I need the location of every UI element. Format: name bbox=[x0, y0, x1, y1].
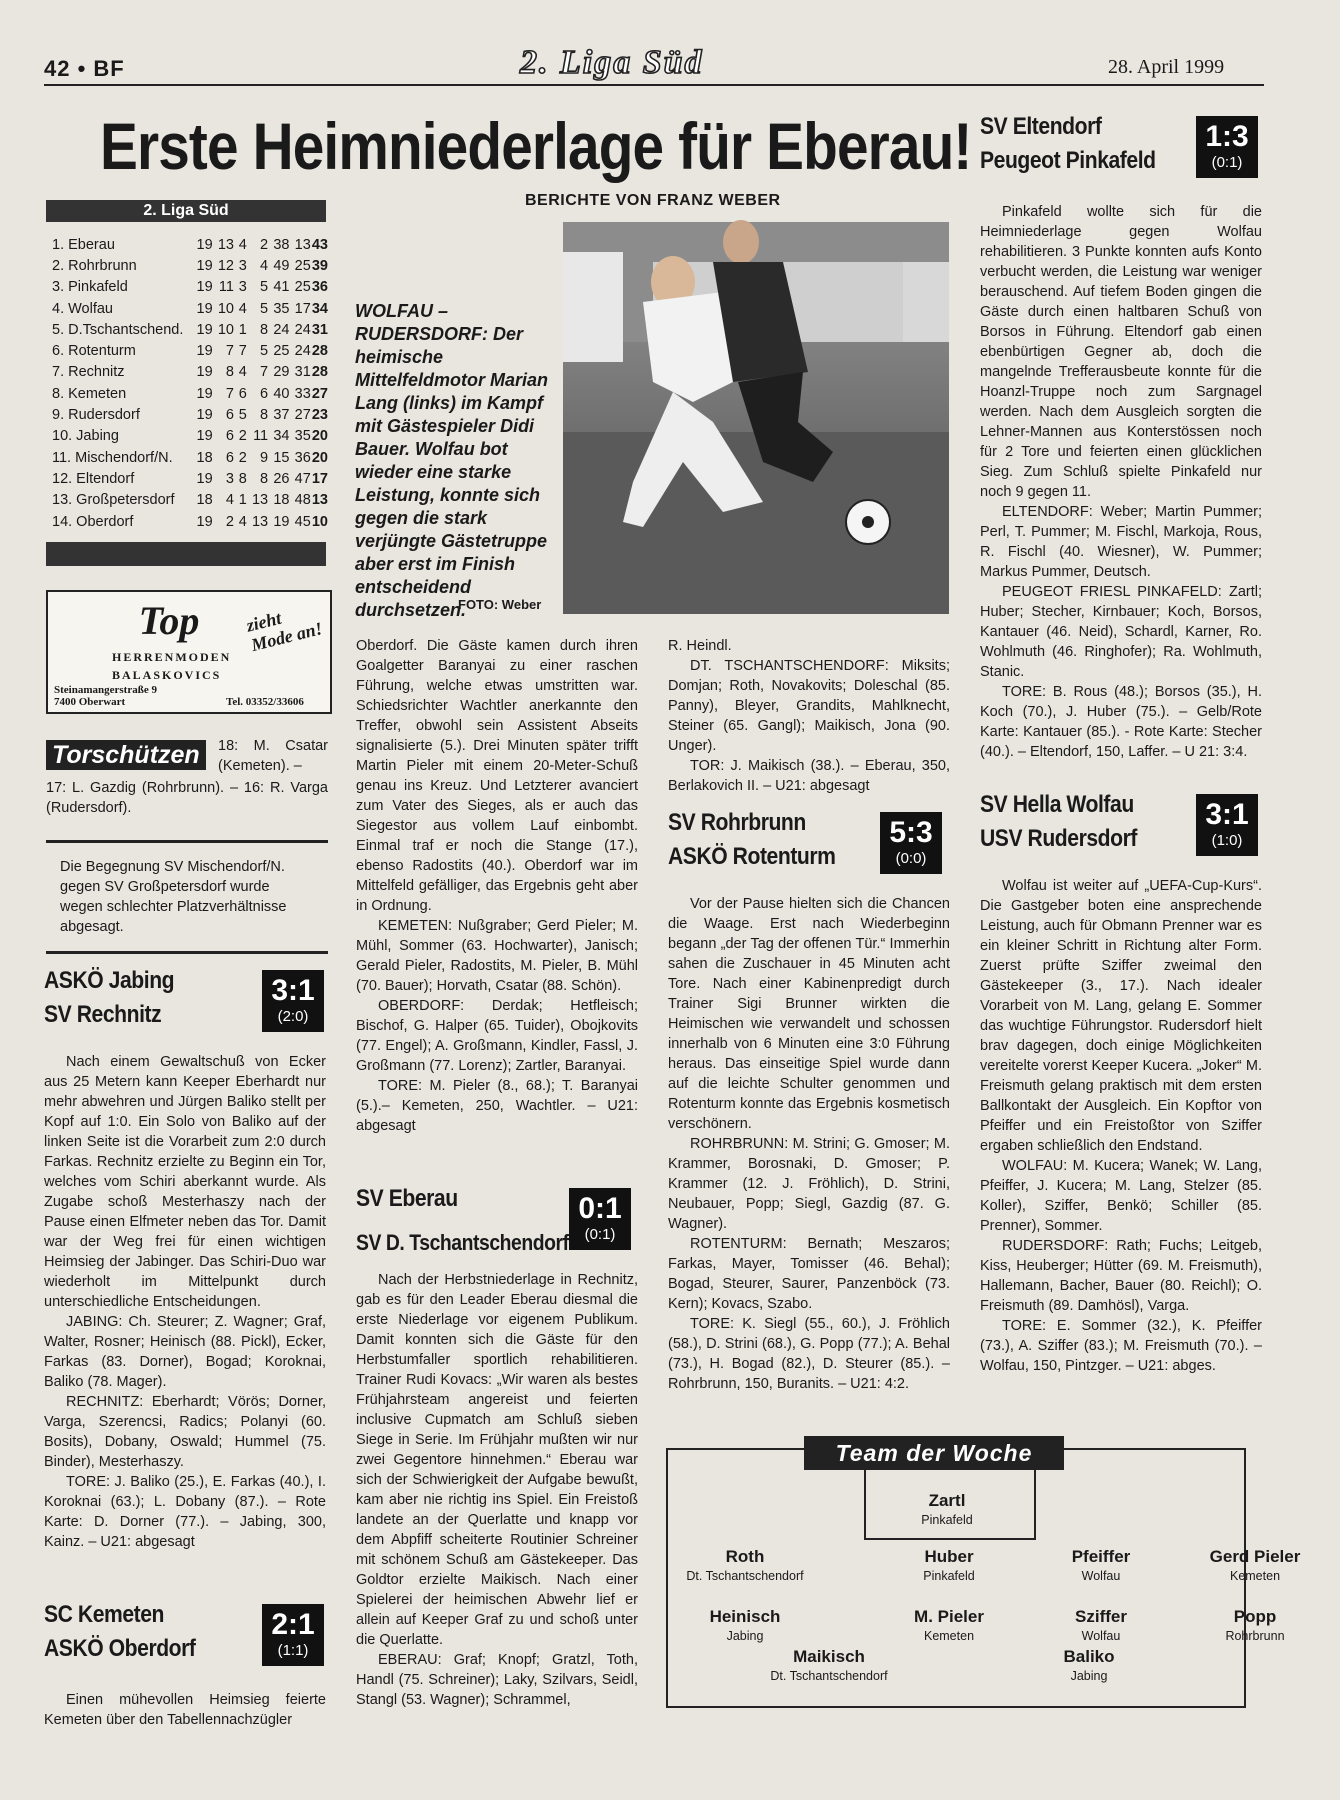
goals: TORE: B. Rous (48.); Borsos (35.), H. Koch (70.), J. Huber (75.). – Gelb/Rote Karte: Kantauer (85.). - Rote Karte: Stecher (40.). – Eltendorf, 150, Laffer. – U 21: 3:4. bbox=[980, 684, 1262, 760]
team-player bbox=[744, 1646, 914, 1684]
standings-row bbox=[52, 511, 328, 532]
match-photo bbox=[563, 222, 949, 614]
stat-cell: 8 bbox=[260, 407, 269, 424]
standings-row bbox=[52, 277, 328, 298]
stat-cell: 8 bbox=[260, 470, 269, 487]
match-eltendorf-home: SV Eltendorf bbox=[980, 113, 1102, 140]
stat-cell: 7 bbox=[238, 343, 247, 360]
match-wolfau-report bbox=[980, 876, 1262, 1376]
match-kemeten-score bbox=[262, 1604, 324, 1666]
standings-row bbox=[52, 447, 328, 468]
match-wolfau-score bbox=[1196, 794, 1258, 856]
stat-cell: 5 bbox=[238, 407, 247, 424]
team-player bbox=[660, 1606, 830, 1644]
match-eltendorf-away: Peugeot Pinkafeld bbox=[980, 147, 1156, 174]
ad-line-1: HERRENMODEN bbox=[112, 650, 232, 664]
lineup: JABING: Ch. Steurer; Z. Wagner; Graf, Walter, Rosner; Heinisch (88. Pickl), Ecker, Farkas (83. Dorner), Bogad; Koroknai, Baliko (78. Mager). bbox=[44, 1314, 326, 1390]
score: 1:3 bbox=[1205, 120, 1249, 153]
team-of-the-week-title: Team der Woche bbox=[804, 1436, 1064, 1470]
stat-cell: 11 bbox=[218, 279, 234, 296]
lineup: RUDERSDORF: Rath; Fuchs; Leitgeb, Kiss, Heuberger; Hütter (69. M. Freismuth), Hallemann, Bacher, Bauer (80. Reichl); O. Freismuth (89. Damhösl), Varga. bbox=[980, 1238, 1262, 1314]
stat-cell: 24 bbox=[273, 321, 290, 338]
stat-cell: 4 bbox=[225, 492, 234, 509]
player-name: Baliko bbox=[1063, 1647, 1115, 1666]
lineup: ROTENTURM: Bernath; Meszaros; Farkas, Mayer, Tomisser (46. Behal); Bogad, Steurer, Saurer, Panzenböck (73. Kern); Kovacs, Szabo. bbox=[668, 1236, 950, 1312]
halftime-score: (0:0) bbox=[895, 850, 927, 867]
halftime-score: (0:1) bbox=[584, 1226, 616, 1243]
lineup: PEUGEOT FRIESL PINKAFELD: Zartl; Huber; Stecher, Kirnbauer; Koch, Borsos, Kantauer (46. Neid), Schardl, Karner, Ro. Wohlmuth (46. Ringhofer); Ra. Wohlmuth, Stanic. bbox=[980, 584, 1262, 680]
lineup: EBERAU: Graf; Knopf; Gratzl, Toth, Handl (75. Schreiner); Laky, Szilvars, Seidl, Stangl (53. Wagner); Schrammel, bbox=[356, 1652, 638, 1708]
stat-cell: 3 bbox=[225, 470, 234, 487]
match-eberau-away: SV D. Tschantschendorf bbox=[356, 1230, 569, 1255]
stat-cell: 24 bbox=[294, 343, 311, 360]
stat-cell: 11 bbox=[253, 428, 269, 445]
points: 28 bbox=[311, 343, 328, 360]
report-body: Wolfau ist weiter auf „UEFA-Cup-Kurs“. Die Gastgeber boten eine ansprechende Leistung, auch für Obmann Prenner war es ein kleiner Schritt in Richtung alter Form. Zuerst prüfte Sziffer zweimal den Gästekeeper (3., 17.). Nach idealer Vorarbeit von M. Lang, gelang E. Sommer das wuchtige Führungstor. Rudersdorf hielt brav dagegen, doch einige Möglichkeiten vereitelte vorerst Keeper Kucera. „Joker“ M. Freismuth gelang praktisch mit dem ersten Ballkontakt der Ausgleich. Ein Kopftor von Pfeiffer und ein Freistoßtor von Sziffer ergaben schließlich den Endstand. bbox=[980, 878, 1262, 1154]
stat-cell: 2 bbox=[260, 236, 269, 253]
points: 23 bbox=[311, 407, 328, 424]
score: 0:1 bbox=[578, 1192, 622, 1225]
player-name: Popp bbox=[1233, 1607, 1277, 1626]
scorers-text-2: 17: L. Gazdig (Rohrbrunn). – 16: R. Varga (Rudersdorf). bbox=[46, 780, 328, 816]
stat-cell: 6 bbox=[225, 449, 234, 466]
match-jabing-away: SV Rechnitz bbox=[44, 1001, 162, 1028]
stat-cell: 19 bbox=[196, 257, 213, 274]
stat-cell: 5 bbox=[260, 300, 269, 317]
stat-cell: 5 bbox=[260, 343, 269, 360]
report-body: Nach einem Gewaltschuß von Ecker aus 25 Metern kann Keeper Eberhardt nur mehr abwehren und Jürgen Baliko stellt per Kopf auf 1:0. Ein Solo von Baliko auf der linken Seite ist die Vorarbeit zum 2:0 durch Farkas. Rechnitz erzielte zu Beginn ein Tor, welches vom Schiri aberkannt wurde. Als Zugabe schoß Mesterhaszy nach der Pause einen Elfmeter neben das Tor. Damit war der Weg frei für einen wichtigen Heimsieg der Jabinger. Das Schiri-Duo war wiederholt im Mittelpunkt durch unterschiedliche Entscheidungen. bbox=[44, 1054, 326, 1310]
score: 3:1 bbox=[1205, 798, 1249, 831]
team-name: 13. Großpetersdorf bbox=[52, 492, 175, 509]
stat-cell: 1 bbox=[238, 321, 247, 338]
stat-cell: 35 bbox=[273, 300, 290, 317]
stat-cell: 2 bbox=[238, 449, 247, 466]
report-body: Pinkafeld wollte sich für die Heimniederlage gegen Wolfau rehabilitieren. 3 Punkte konnten aufs Konto verbucht werden, die Leistung war weniger berauschend. Auf tiefem Boden gingen die Gäste durch einen haltbaren Schuß von Borsos in Führung. Eltendorf gab einen ebenbürtigen Gegner ab, doch die mangelnde Trefferausbeute konnte für die Hoanzl-Truppe noch zum Sargnagel werden. Nach dem Ausgleich sorgten die Lehner-Mannen aus Konterstössen noch für 2 Tore und feierten einen glücklichen Sieg. Zum Schluß spielte Pinkafeld nur noch 9 gegen 11. bbox=[980, 204, 1262, 500]
standings-footer-bar bbox=[46, 542, 326, 566]
team-name: 3. Pinkafeld bbox=[52, 279, 128, 296]
stat-cell: 31 bbox=[294, 364, 311, 381]
standings-row bbox=[52, 362, 328, 383]
stat-cell: 6 bbox=[225, 407, 234, 424]
standings-row bbox=[52, 298, 328, 319]
halftime-score: (2:0) bbox=[277, 1008, 309, 1025]
player-club: Pinkafeld bbox=[921, 1513, 973, 1527]
report-body: Nach der Herbstniederlage in Rechnitz, gab es für den Leader Eberau diesmal die erste Niederlage vor eigenem Publikum. Damit konnten sich die Gäste für den Herbstumfaller sportlich rehabilitieren. Trainer Rudi Kovacs: „Wir waren als bestes Frühjahrsteam angereist und feierten inclusive Cupmatch am Schluß sieben Siege in Serie. Im Frühjahr mußten wir nur zwei Gegentore hinnehmen.“ Eberau war sich der Schwierigkeit der Aufgabe bewußt, kam aber nie richtig ins Spiel. Ein Freistoß landete an der Querlatte und knapp vor dem Abpfiff scheiterte Routinier Schreiner mit schönem Schuß am Gästekeeper. Das Goldtor erzielte Maikisch. Nach einer Spielerei der heimischen Abwehr lief er allein auf Keeper Graf zu und schoß unter die Querlatte. bbox=[356, 1272, 638, 1648]
standings-row bbox=[52, 255, 328, 276]
team-player bbox=[862, 1490, 1032, 1528]
report-body: Oberdorf. Die Gäste kamen durch ihren Goalgetter Baranyai zu einer raschen Führung, welche etwas umstritten war. Schiedsrichter Wachtler anerkannte den Treffer, obwohl sein Assistent Abseits signalisierte (5.). Drei Minuten später trifft Martin Pieler mit einem 20-Meter-Schuß genau ins Kreuz. Und Letzterer avanciert zum Vater des Sieges, als er auch das Siegestor aus vollem Lauf einbombt. Einmal traf er noch die Stange (17.), ebenso Radostits (40.). Oberdorf war im Mittelfeld gefälliger, das Ergebnis geht aber in Ordnung. bbox=[356, 638, 638, 914]
stat-cell: 41 bbox=[273, 279, 290, 296]
team-name: 4. Wolfau bbox=[52, 300, 113, 317]
stat-cell: 8 bbox=[238, 470, 247, 487]
stat-cell: 13 bbox=[217, 236, 234, 253]
goals: TORE: J. Baliko (25.), E. Farkas (40.), I. Koroknai (63.); L. Dobany (87.). – Rote Karte: D. Dorner (77.). – Jabing, 300, Kainz. – U21: abgesagt bbox=[44, 1474, 326, 1550]
ad-address-city: 7400 Oberwart bbox=[54, 696, 126, 708]
lineup: WOLFAU: M. Kucera; Wanek; W. Lang, Pfeiffer, J. Kucera; M. Lang, Stelzer (85. Koller), Sziffer, Benkö; Schiller (85. Prenner), Sommer. bbox=[980, 1158, 1262, 1234]
player-club: Kemeten bbox=[923, 1629, 975, 1643]
team-name: 11. Mischendorf/N. bbox=[52, 449, 173, 466]
match-eberau-report bbox=[356, 1270, 638, 1710]
section-title: 2. Liga Süd bbox=[520, 44, 704, 81]
photo-credit: FOTO: Weber bbox=[458, 597, 542, 612]
stat-cell: 12 bbox=[217, 257, 234, 274]
lineup: OBERDORF: Derdak; Hetfleisch; Bischof, G. Halper (65. Tuider), Obojkovits (77. Engel); A. Großmann, Kindler, Fassl, J. Großmann (77. Lorenz); Zartler, Baranyai. bbox=[356, 998, 638, 1074]
halftime-score: (0:1) bbox=[1211, 154, 1243, 171]
stat-cell: 4 bbox=[238, 513, 247, 530]
stat-cell: 47 bbox=[294, 470, 311, 487]
team-name: 6. Rotenturm bbox=[52, 343, 136, 360]
stat-cell: 36 bbox=[294, 449, 311, 466]
advertisement bbox=[46, 590, 332, 714]
stat-cell: 38 bbox=[273, 236, 290, 253]
team-name: 8. Kemeten bbox=[52, 385, 127, 402]
report-body: Vor der Pause hielten sich die Chancen die Waage. Erst nach Wiederbeginn begann „der Tag der offenen Tür.“ Immerhin sahen die Zuschauer in 45 Minuten acht Tore. Nach einer Kabinenpredigt durch Trainer Sigi Brunner wirkten die Heimischen wie verwandelt und schossen innerhalb von 6 Minuten eine 3:0 Führung heraus. Das einseitige Spiel wurde dann auf die leichte Schulter genommen und Rotenturm konnte das Ergebnis kosmetisch verschönern. bbox=[668, 896, 950, 1132]
match-kemeten-home: SC Kemeten bbox=[44, 1601, 165, 1628]
stat-cell: 9 bbox=[260, 449, 269, 466]
team-player bbox=[1016, 1546, 1186, 1584]
stat-cell: 26 bbox=[273, 470, 290, 487]
match-kemeten-report-start bbox=[44, 1690, 326, 1730]
soccer-photo-illustration bbox=[563, 222, 949, 614]
match-rohrbrunn-away: ASKÖ Rotenturm bbox=[668, 843, 836, 870]
team-player bbox=[660, 1546, 830, 1584]
stat-cell: 18 bbox=[196, 492, 213, 509]
stat-cell: 4 bbox=[238, 236, 247, 253]
stat-cell: 24 bbox=[294, 321, 311, 338]
stat-cell: 6 bbox=[225, 428, 234, 445]
halftime-score: (1:0) bbox=[1211, 832, 1243, 849]
standings-row bbox=[52, 468, 328, 489]
score: 2:1 bbox=[271, 1608, 315, 1641]
lineup: KEMETEN: Nußgraber; Gerd Pieler; M. Mühl, Sommer (63. Hochwarter), Janisch; Gerald Pieler, Radostits, M. Pieler, B. Mühl (70. Bauer); Horvath, Csatar (88. Schön). bbox=[356, 918, 638, 994]
team-player bbox=[1016, 1606, 1186, 1644]
stat-cell: 25 bbox=[294, 257, 311, 274]
match-kemeten-report-cont bbox=[356, 636, 638, 1136]
points: 20 bbox=[311, 428, 328, 445]
stat-cell: 7 bbox=[225, 385, 234, 402]
lineup: DT. TSCHANTSCHENDORF: Miksits; Domjan; Roth, Novakovits; Doleschal (85. Panny), Bleyer, Grandits, Mahlknecht, Steiner (65. Gangl); Maikisch, Jona (90. Unger). bbox=[668, 658, 950, 754]
match-rohrbrunn-score bbox=[880, 812, 942, 874]
points: 10 bbox=[311, 513, 328, 530]
stat-cell: 13 bbox=[251, 492, 269, 509]
stat-cell: 18 bbox=[196, 449, 213, 466]
stat-cell: 19 bbox=[196, 470, 213, 487]
team-name: 1. Eberau bbox=[52, 236, 115, 253]
team-name: 12. Eltendorf bbox=[52, 470, 135, 487]
stat-cell: 2 bbox=[225, 513, 234, 530]
player-name: Roth bbox=[725, 1547, 765, 1566]
goals: TORE: K. Siegl (55., 60.), J. Fröhlich (58.), D. Strini (68.), G. Popp (77.); A. Behal (73.), H. Bogad (82.), D. Steurer (85.). – Rohrbrunn, 150, Buranits. – U21: 4:2. bbox=[668, 1316, 950, 1392]
match-wolfau-home: SV Hella Wolfau bbox=[980, 791, 1134, 818]
stat-cell: 40 bbox=[273, 385, 290, 402]
header-rule bbox=[44, 84, 1264, 86]
player-club: Jabing bbox=[1070, 1669, 1108, 1683]
points: 34 bbox=[311, 300, 328, 317]
team-player bbox=[864, 1606, 1034, 1644]
player-club: Kemeten bbox=[1229, 1569, 1281, 1583]
points: 13 bbox=[311, 492, 328, 509]
stat-cell: 25 bbox=[273, 343, 290, 360]
stat-cell: 34 bbox=[273, 428, 290, 445]
standings-row bbox=[52, 319, 328, 340]
stat-cell: 35 bbox=[294, 428, 311, 445]
match-eberau-report-cont bbox=[668, 636, 950, 796]
stat-cell: 3 bbox=[238, 257, 247, 274]
match-eberau-home: SV Eberau bbox=[356, 1185, 458, 1212]
stat-cell: 7 bbox=[225, 343, 234, 360]
match-eltendorf-report bbox=[980, 202, 1262, 762]
match-jabing-score bbox=[262, 970, 324, 1032]
team-name: 2. Rohrbrunn bbox=[52, 257, 137, 274]
stat-cell: 8 bbox=[225, 364, 234, 381]
goals: TORE: E. Sommer (32.), K. Pfeiffer (73.), A. Sziffer (83.); M. Freismuth (70.). – Wolfau, 150, Pintzger. – U21: abges. bbox=[980, 1318, 1262, 1374]
standings-row bbox=[52, 426, 328, 447]
ad-line-2: BALASKOVICS bbox=[112, 668, 222, 682]
player-name: Huber bbox=[924, 1547, 974, 1566]
match-rohrbrunn-home: SV Rohrbrunn bbox=[668, 809, 806, 836]
match-jabing-home: ASKÖ Jabing bbox=[44, 967, 175, 994]
team-player bbox=[1004, 1646, 1174, 1684]
halftime-score: (1:1) bbox=[277, 1642, 309, 1659]
ad-logo: Top bbox=[138, 598, 200, 643]
player-club: Jabing bbox=[726, 1629, 764, 1643]
stat-cell: 25 bbox=[294, 279, 311, 296]
match-jabing-report bbox=[44, 1052, 326, 1552]
player-name: Gerd Pieler bbox=[1209, 1547, 1301, 1566]
stat-cell: 2 bbox=[238, 428, 247, 445]
stat-cell: 49 bbox=[273, 257, 290, 274]
report-body: Einen mühevollen Heimsieg feierte Kemeten über den Tabellennachzügler bbox=[44, 1692, 326, 1728]
stat-cell: 19 bbox=[196, 513, 213, 530]
score: 3:1 bbox=[271, 974, 315, 1007]
stat-cell: 17 bbox=[294, 300, 311, 317]
stat-cell: 29 bbox=[273, 364, 290, 381]
points: 28 bbox=[311, 364, 328, 381]
stat-cell: 37 bbox=[273, 407, 290, 424]
lineup: ROHRBRUNN: M. Strini; G. Gmoser; M. Krammer, Borosnaki, D. Gmoser; P. Krammer (12. J. Fröhlich), D. Strini, Neubauer, Popp; Siegl, Gazdig (87. G. Wagner). bbox=[668, 1136, 950, 1232]
player-name: M. Pieler bbox=[914, 1607, 984, 1626]
stat-cell: 19 bbox=[273, 513, 290, 530]
stat-cell: 3 bbox=[238, 279, 247, 296]
issue-date: 28. April 1999 bbox=[1108, 56, 1225, 78]
ad-address-street: Steinamangerstraße 9 bbox=[54, 684, 157, 696]
team-player bbox=[1170, 1606, 1340, 1644]
stat-cell: 19 bbox=[196, 428, 213, 445]
stat-cell: 19 bbox=[196, 364, 213, 381]
lineup: ELTENDORF: Weber; Martin Pummer; Perl, T. Pummer; M. Fischl, Markoja, Rous, R. Fischl (40. Wiesner), W. Pummer; Markus Pummer, Deutsch. bbox=[980, 504, 1262, 580]
scorers-label: Torschützen bbox=[46, 740, 206, 770]
stat-cell: 6 bbox=[260, 385, 269, 402]
player-club: Wolfau bbox=[1081, 1569, 1121, 1583]
team-name: 10. Jabing bbox=[52, 428, 119, 445]
player-name: Pfeiffer bbox=[1071, 1547, 1131, 1566]
stat-cell: 45 bbox=[294, 513, 311, 530]
team-name: 5. D.Tschantschend. bbox=[52, 321, 184, 338]
stat-cell: 19 bbox=[196, 343, 213, 360]
lineup: RECHNITZ: Eberhardt; Vörös; Dorner, Varga, Szerencsi, Radics; Polanyi (60. Bosits), Dobany, Oswald; Hummel (75. Binder), Mesterhaszy. bbox=[44, 1394, 326, 1470]
score: 5:3 bbox=[889, 816, 933, 849]
lineup: R. Heindl. bbox=[668, 638, 732, 654]
player-club: Dt. Tschantschendorf bbox=[686, 1569, 804, 1583]
standings-table bbox=[52, 234, 328, 532]
stat-cell: 19 bbox=[196, 385, 213, 402]
stat-cell: 10 bbox=[217, 321, 234, 338]
stat-cell: 4 bbox=[238, 364, 247, 381]
team-player bbox=[1170, 1546, 1340, 1584]
player-club: Pinkafeld bbox=[923, 1569, 975, 1583]
stat-cell: 15 bbox=[273, 449, 290, 466]
standings-row bbox=[52, 404, 328, 425]
stat-cell: 19 bbox=[196, 300, 213, 317]
points: 43 bbox=[311, 236, 328, 253]
stat-cell: 4 bbox=[260, 257, 269, 274]
stat-cell: 33 bbox=[294, 385, 311, 402]
goals: TOR: J. Maikisch (38.). – Eberau, 350, Berlakovich II. – U21: abgesagt bbox=[668, 758, 950, 794]
player-club: Dt. Tschantschendorf bbox=[770, 1669, 888, 1683]
page-number: 42 • BF bbox=[44, 56, 125, 81]
headline: Erste Heimniederlage für Eberau! bbox=[100, 109, 972, 183]
stat-cell: 19 bbox=[196, 279, 213, 296]
stat-cell: 19 bbox=[196, 407, 213, 424]
stat-cell: 1 bbox=[238, 492, 247, 509]
goals: TORE: M. Pieler (8., 68.); T. Baranyai (5.).– Kemeten, 250, Wachtler. – U21: abgesagt bbox=[356, 1078, 638, 1134]
team-player bbox=[864, 1546, 1034, 1584]
player-club: Wolfau bbox=[1081, 1629, 1121, 1643]
stat-cell: 4 bbox=[238, 300, 247, 317]
points: 36 bbox=[311, 279, 328, 296]
byline: BERICHTE VON FRANZ WEBER bbox=[525, 192, 781, 209]
player-name: Sziffer bbox=[1075, 1607, 1127, 1626]
match-eberau-score bbox=[569, 1188, 631, 1250]
stat-cell: 13 bbox=[294, 236, 311, 253]
stat-cell: 8 bbox=[260, 321, 269, 338]
stat-cell: 27 bbox=[294, 407, 311, 424]
stat-cell: 48 bbox=[294, 492, 311, 509]
player-name: Zartl bbox=[928, 1491, 966, 1510]
points: 20 bbox=[311, 449, 328, 466]
standings-row bbox=[52, 340, 328, 361]
stat-cell: 5 bbox=[260, 279, 269, 296]
standings-row bbox=[52, 490, 328, 511]
stat-cell: 18 bbox=[273, 492, 290, 509]
match-rohrbrunn-report bbox=[668, 894, 950, 1394]
stat-cell: 10 bbox=[217, 300, 234, 317]
match-wolfau-away: USV Rudersdorf bbox=[980, 825, 1137, 852]
player-name: Heinisch bbox=[709, 1607, 781, 1626]
player-name: Maikisch bbox=[793, 1647, 865, 1666]
points: 17 bbox=[311, 470, 328, 487]
standings-row bbox=[52, 234, 328, 255]
photo-caption: WOLFAU – RUDERSDORF: Der heimische Mittelfeldmotor Marian Lang (links) im Kampf mit Gästespieler Didi Bauer. Wolfau bot wieder eine starke Leistung, konnte sich gegen die stark verjüngte Gästetruppe aber erst im Finish entscheidend durchsetzen. bbox=[355, 301, 549, 620]
note-text: Die Begegnung SV Mischendorf/N. gegen SV Großpetersdorf wurde wegen schlechter Platzverhältnisse abgesagt. bbox=[60, 859, 287, 935]
team-name: 14. Oberdorf bbox=[52, 513, 134, 530]
stat-cell: 13 bbox=[251, 513, 269, 530]
stat-cell: 19 bbox=[196, 236, 213, 253]
ad-slogan: zieht Mode an! bbox=[244, 607, 325, 656]
player-club: Rohrbrunn bbox=[1225, 1629, 1285, 1643]
match-kemeten-away: ASKÖ Oberdorf bbox=[44, 1635, 196, 1662]
stat-cell: 6 bbox=[238, 385, 247, 402]
points: 27 bbox=[311, 385, 328, 402]
ad-phone: Tel. 03352/33606 bbox=[226, 696, 304, 708]
stat-cell: 19 bbox=[196, 321, 213, 338]
stat-cell: 7 bbox=[260, 364, 269, 381]
match-eltendorf-score bbox=[1196, 116, 1258, 178]
standings-row bbox=[52, 383, 328, 404]
points: 39 bbox=[311, 257, 328, 274]
standings-title: 2. Liga Süd bbox=[46, 200, 326, 222]
scorers-text-1: 18: M. Csatar (Kemeten). – bbox=[218, 738, 328, 774]
cancellation-note bbox=[46, 840, 328, 954]
points: 31 bbox=[311, 321, 328, 338]
team-name: 9. Rudersdorf bbox=[52, 407, 140, 424]
team-name: 7. Rechnitz bbox=[52, 364, 125, 381]
